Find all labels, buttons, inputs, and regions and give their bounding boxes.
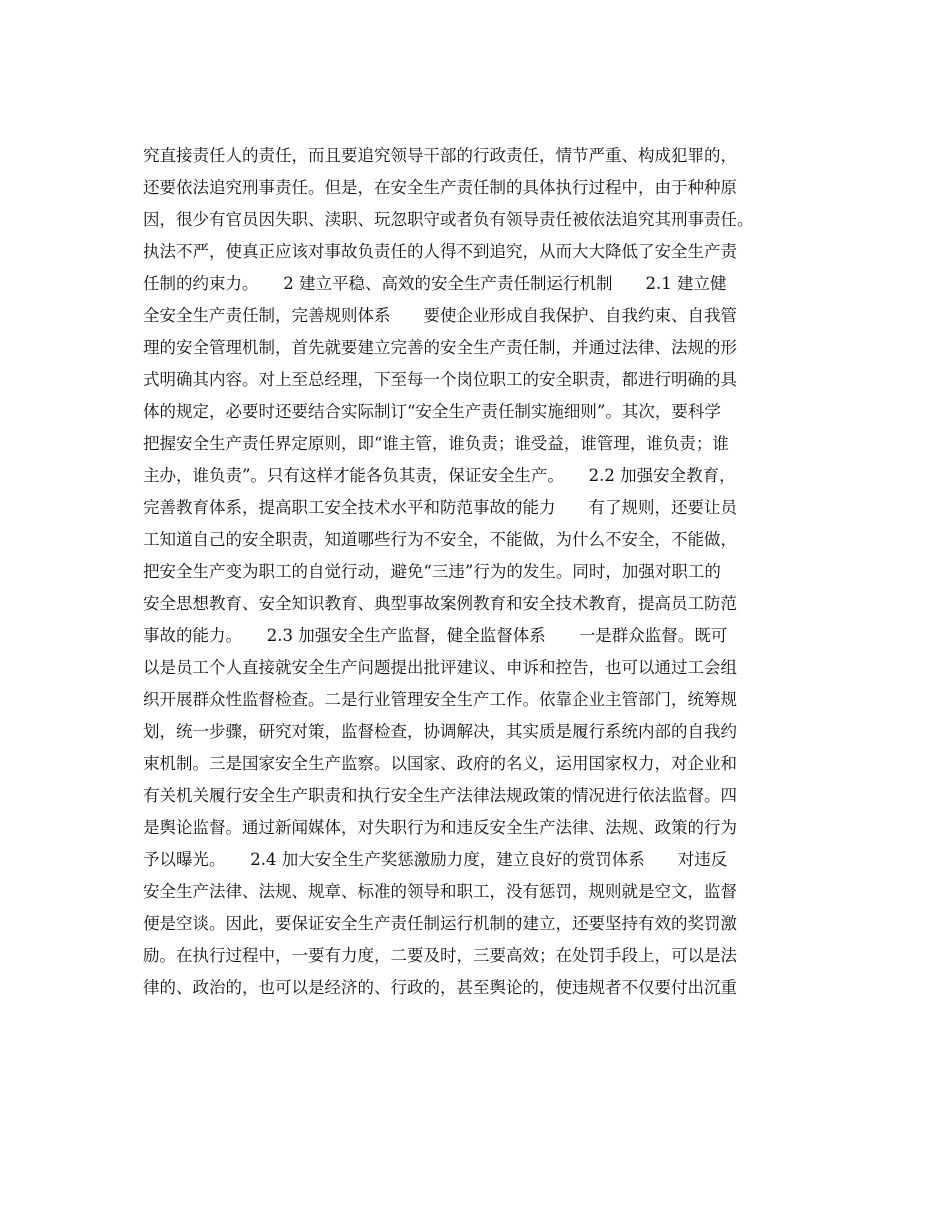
- text-line: 主办，谁负责”。只有这样才能各负其责，保证安全生产。 2.2 加强安全教育，: [143, 466, 736, 485]
- text-line: 因，很少有官员因失职、渎职、玩忽职守或者负有领导责任被依法追究其刑事责任。: [143, 210, 754, 229]
- text-line: 把安全生产变为职工的自觉行动，避免“三违”行为的发生。同时，加强对职工的: [143, 562, 721, 581]
- text-line: 全安全生产责任制，完善规则体系 要使企业形成自我保护、自我约束、自我管: [143, 306, 737, 325]
- text-line: 律的、政治的，也可以是经济的、行政的，甚至舆论的，使违规者不仅要付出沉重: [143, 978, 737, 997]
- text-line: 予以曝光。 2.4 加大安全生产奖惩激励力度，建立良好的赏罚体系 对违反: [143, 850, 728, 869]
- text-line: 还要依法追究刑事责任。但是，在安全生产责任制的具体执行过程中，由于种种原: [143, 178, 737, 197]
- text-line: 任制的约束力。 2 建立平稳、高效的安全生产责任制运行机制 2.1 建立健: [143, 274, 727, 293]
- text-line: 理的安全管理机制，首先就要建立完善的安全生产责任制，并通过法律、法规的形: [143, 338, 737, 357]
- text-line: 工知道自己的安全职责，知道哪些行为不安全，不能做，为什么不安全，不能做，: [143, 530, 737, 549]
- text-line: 束机制。三是国家安全生产监察。以国家、政府的名义，运用国家权力，对企业和: [143, 754, 737, 773]
- text-line: 究直接责任人的责任，而且要追究领导干部的行政责任，情节严重、构成犯罪的，: [143, 146, 737, 165]
- text-line: 事故的能力。 2.3 加强安全生产监督，健全监督体系 一是群众监督。既可: [143, 626, 728, 645]
- text-line: 式明确其内容。对上至总经理，下至每一个岗位职工的安全职责，都进行明确的具: [143, 370, 737, 389]
- text-line: 安全思想教育、安全知识教育、典型事故案例教育和安全技术教育，提高员工防范: [143, 594, 737, 613]
- text-line: 把握安全生产责任界定原则，即“谁主管，谁负责；谁受益，谁管理，谁负责；谁: [143, 434, 729, 453]
- text-line: 执法不严，使真正应该对事故负责任的人得不到追究，从而大大降低了安全生产责: [143, 242, 737, 261]
- text-line: 以是员工个人直接就安全生产问题提出批评建议、申诉和控告，也可以通过工会组: [143, 658, 737, 677]
- text-line: 是舆论监督。通过新闻媒体，对失职行为和违反安全生产法律、法规、政策的行为: [143, 818, 737, 837]
- text-line: 有关机关履行安全生产职责和执行安全生产法律法规政策的情况进行依法监督。四: [143, 786, 737, 805]
- text-line: 体的规定，必要时还要结合实际制订“安全生产责任制实施细则”。其次，要科学: [143, 402, 721, 421]
- text-line: 完善教育体系，提高职工安全技术水平和防范事故的能力 有了规则，还要让员: [143, 498, 737, 517]
- text-line: 励。在执行过程中，一要有力度，二要及时，三要高效；在处罚手段上，可以是法: [143, 946, 737, 965]
- body-text: [143, 140, 833, 1004]
- text-line: 织开展群众性监督检查。二是行业管理安全生产工作。依靠企业主管部门，统筹规: [143, 690, 737, 709]
- text-line: 安全生产法律、法规、规章、标准的领导和职工，没有惩罚，规则就是空文，监督: [143, 882, 737, 901]
- text-line: 划，统一步骤，研究对策，监督检查，协调解决，其实质是履行系统内部的自我约: [143, 722, 737, 741]
- text-line: 便是空谈。因此，要保证安全生产责任制运行机制的建立，还要坚持有效的奖罚激: [143, 914, 737, 933]
